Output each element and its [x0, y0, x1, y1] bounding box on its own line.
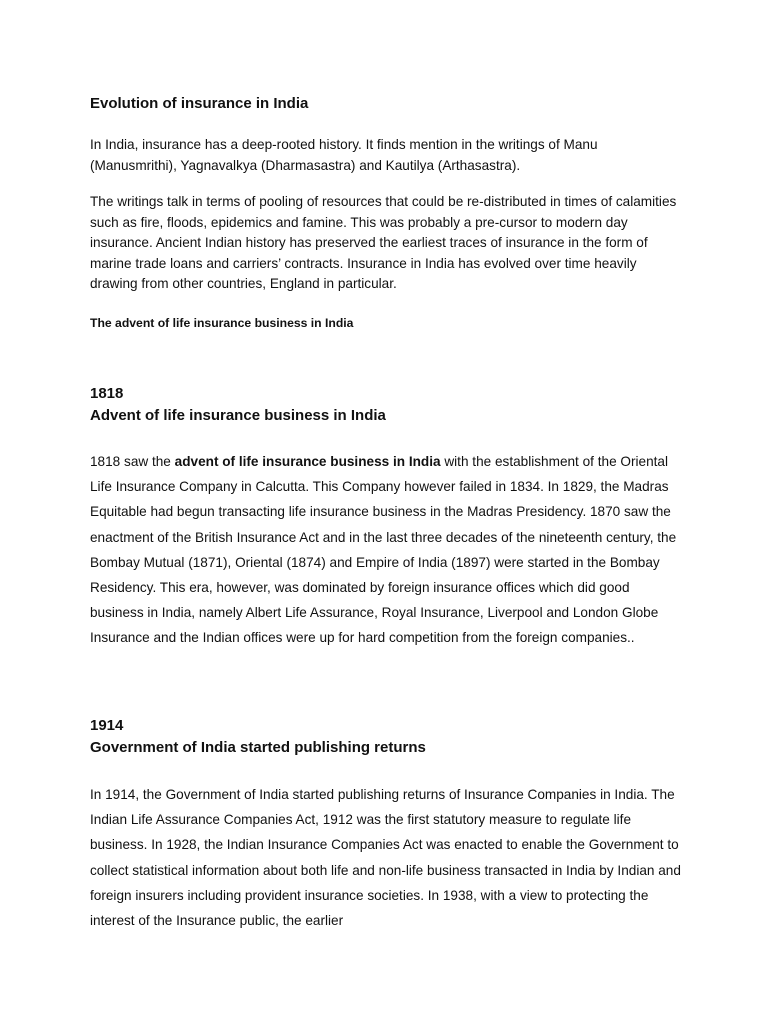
section-body-1818-suffix: with the establishment of the Oriental Life Insurance Company in Calcutta. This Company however failed in 1834. In 1829, the Madras Equitable had begun transacting life insurance business in the Madras Presidency. 1870 saw the enactment of the British Insurance Act and in the last three decades of the nineteenth century, the Bombay Mutual (1871), Oriental (1874) and Empire of India (1897) were started in the Bombay Residency. This era, however, was dominated by foreign insurance offices which did good business in India, namely Albert Life Assurance, Royal Insurance, Liverpool and London Globe Insurance and the Indian offices were up for hard competition from the foreign companies.. — [90, 454, 677, 646]
intro-paragraph-2: The writings talk in terms of pooling of resources that could be re-distributed in times of calamities such as fire, floods, epidemics and famine. This was probably a pre-cursor to modern day insurance. Ancient Indian history has preserved the earliest traces of insurance in the form of marine trade loans and carriers’ contracts. Insurance in India has evolved over time heavily drawing from other countries, England in particular. — [90, 194, 677, 291]
subheading: The advent of life insurance business in India — [90, 316, 354, 330]
section-body-1818-prefix: 1818 saw the — [90, 454, 175, 469]
section-heading-1914: Government of India started publishing returns — [90, 739, 426, 756]
section-body-1818-bold: advent of life insurance business in India — [174, 454, 441, 469]
intro-paragraph-1: In India, insurance has a deep-rooted history. It finds mention in the writings of Manu (Manusmrithi), Yagnavalkya (Dharmasastra) and Kautilya (Arthasastra). — [90, 137, 598, 173]
section-heading-1818: Advent of life insurance business in India — [90, 407, 386, 424]
section-body-1818 — [90, 449, 682, 651]
page-title: Evolution of insurance in India — [90, 95, 309, 112]
section-body-1914: In 1914, the Government of India started publishing returns of Insurance Companies in India. The Indian Life Assurance Companies Act, 1912 was the first statutory measure to regulate life business. In 1928, the Indian Insurance Companies Act was enacted to enable the Government to collect statistical information about both life and non-life business transacted in India by Indian and foreign insurers including provident insurance societies. In 1938, with a view to protecting the interest of the Insurance public, the earlier — [90, 787, 681, 929]
section-year-1914: 1914 — [90, 717, 124, 734]
section-year-1818: 1818 — [90, 385, 124, 402]
